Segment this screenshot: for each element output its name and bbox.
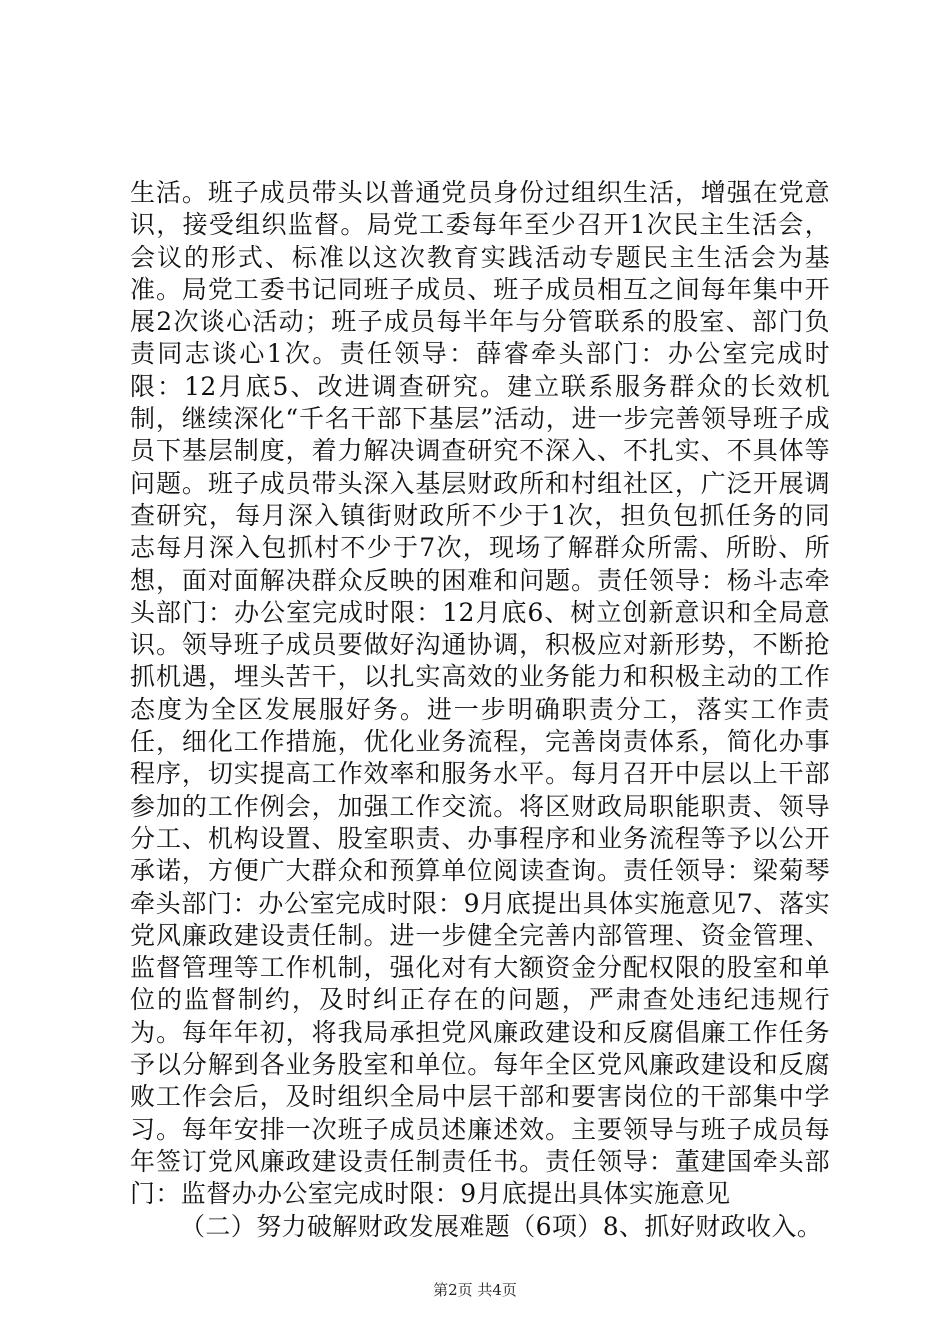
document-body (130, 177, 830, 1243)
page-number: 第2页 共4页 (433, 1281, 517, 1299)
paragraph-main: 生活。班子成员带头以普通党员身份过组织生活，增强在党意识，接受组织监督。局党工委每年至少召开1次民主生活会，会议的形式、标准以这次教育实践活动专题民主生活会为基准。局党工委书记同班子成员、班子成员相互之间每年集中开展2次谈心活动；班子成员每半年与分管联系的股室、部门负责同志谈心1次。责任领导：薛睿牵头部门：办公室完成时限：12月底5、改进调查研究。建立联系服务群众的长效机制，继续深化“千名干部下基层”活动，进一步完善领导班子成员下基层制度，着力解决调查研究不深入、不扎实、不具体等问题。班子成员带头深入基层财政所和村组社区，广泛开展调查研究，每月深入镇街财政所不少于1次，担负包抓任务的同志每月深入包抓村不少于7次，现场了解群众所需、所盼、所想，面对面解决群众反映的困难和问题。责任领导：杨斗志牵头部门：办公室完成时限：12月底6、树立创新意识和全局意识。领导班子成员要做好沟通协调，积极应对新形势，不断抢抓机遇，埋头苦干，以扎实高效的业务能力和积极主动的工作态度为全区发展服好务。进一步明确职责分工，落实工作责任，细化工作措施，优化业务流程，完善岗责体系，简化办事程序，切实提高工作效率和服务水平。每月召开中层以上干部参加的工作例会，加强工作交流。将区财政局职能职责、领导分工、机构设置、股室职责、办事程序和业务流程等予以公开承诺，方便广大群众和预算单位阅读查询。责任领导：梁菊琴牵头部门：办公室完成时限：9月底提出具体实施意见7、落实党风廉政建设责任制。进一步健全完善内部管理、资金管理、监督管理等工作机制，强化对有大额资金分配权限的股室和单位的监督制约，及时纠正存在的问题，严肃查处违纪违规行为。每年年初，将我局承担党风廉政建设和反腐倡廉工作任务予以分解到各业务股室和单位。每年全区党风廉政建设和反腐败工作会后，及时组织全局中层干部和要害岗位的干部集中学习。每年安排一次班子成员述廉述效。主要领导与班子成员每年签订党风廉政建设责任制责任书。责任领导：董建国牵头部门：监督办办公室完成时限：9月底提出具体实施意见 (130, 178, 830, 1209)
paragraph-section-heading: （二）努力破解财政发展难题（6项）8、抓好财政收入。 (180, 1211, 823, 1241)
page-footer (0, 1280, 950, 1300)
